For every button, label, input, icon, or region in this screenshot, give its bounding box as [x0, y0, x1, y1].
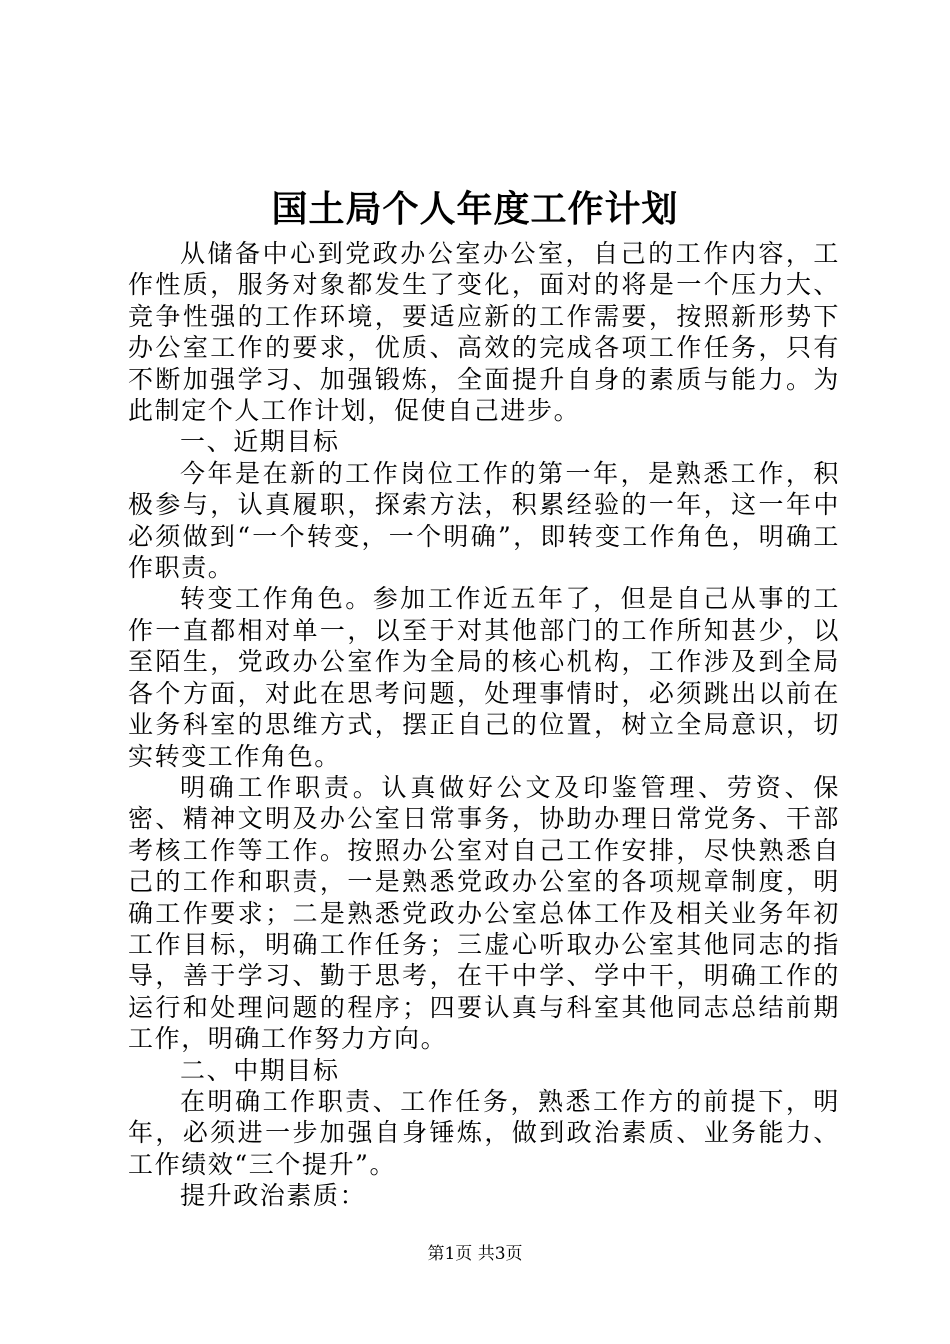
paragraph-mid-term: 在明确工作职责、工作任务，熟悉工作方的前提下，明年，必须进一步加强自身锤炼，做到政治素质、业务能力、工作绩效“三个提升”。 — [128, 1086, 840, 1179]
section-heading-short-term: 一、近期目标 — [180, 427, 340, 457]
page-number-footer: 第1页 共3页 — [427, 1244, 523, 1264]
paragraph-clarify-duties: 明确工作职责。认真做好公文及印鉴管理、劳资、保密、精神文明及办公室日常事务，协助办理日常党务、干部考核工作等工作。按照办公室对自己工作安排，尽快熟悉自己的工作和职责，一是熟悉党政办公室的各项规章制度，明确工作要求；二是熟悉党政办公室总体工作及相关业务年初工作目标，明确工作任务；三虚心听取办公室其他同志的指导，善于学习、勤于思考，在干中学、学中干，明确工作的运行和处理问题的程序；四要认真与科室其他同志总结前期工作，明确工作努力方向。 — [128, 772, 840, 1054]
section-heading-mid-term: 二、中期目标 — [180, 1055, 340, 1085]
document-body — [128, 238, 840, 1212]
paragraph-intro: 从储备中心到党政办公室办公室，自己的工作内容，工作性质，服务对象都发生了变化，面对的将是一个压力大、竞争性强的工作环境，要适应新的工作需要，按照新形势下办公室工作的要求，优质、高效的完成各项工作任务，只有不断加强学习、加强锻炼，全面提升自身的素质与能力。为此制定个人工作计划，促使自己进步。 — [128, 239, 840, 426]
paragraph-short-term: 今年是在新的工作岗位工作的第一年，是熟悉工作，积极参与，认真履职，探索方法，积累经验的一年，这一年中必须做到“一个转变，一个明确”，即转变工作角色，明确工作职责。 — [128, 458, 840, 583]
document-title: 国土局个人年度工作计划 — [271, 188, 679, 230]
paragraph-political-quality: 提升政治素质： — [180, 1181, 367, 1211]
paragraph-change-role: 转变工作角色。参加工作近五年了，但是自己从事的工作一直都相对单一，以至于对其他部门的工作所知甚少，以至陌生，党政办公室作为全局的核心机构，工作涉及到全局各个方面，对此在思考问题，处理事情时，必须跳出以前在业务科室的思维方式，摆正自己的位置，树立全局意识，切实转变工作角色。 — [128, 584, 840, 771]
